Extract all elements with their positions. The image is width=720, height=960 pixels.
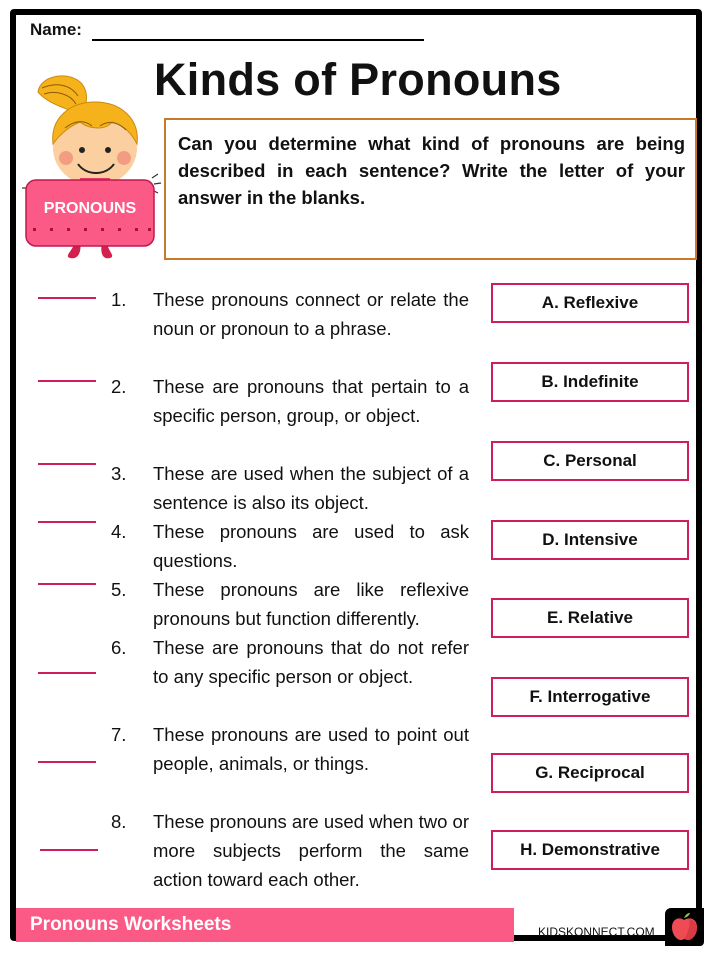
question-number: 1. [111, 289, 127, 310]
page-title: Kinds of Pronouns [154, 54, 562, 105]
answer-option-c: C. Personal [491, 441, 689, 481]
answer-option-g: G. Reciprocal [491, 753, 689, 793]
question-number: 3. [111, 463, 127, 484]
answer-blank-1[interactable] [38, 297, 96, 299]
question-text: These pronouns are like reflexive pronouns but function differently. [153, 579, 469, 629]
answer-option-b: B. Indefinite [491, 362, 689, 402]
site-name: KIDSKONNECT.COM [538, 925, 655, 939]
apple-logo [665, 908, 704, 946]
answer-blank-6[interactable] [38, 672, 96, 674]
question-number: 6. [111, 637, 127, 658]
answer-blank-2[interactable] [38, 380, 96, 382]
question-number: 5. [111, 579, 127, 600]
name-field[interactable] [92, 39, 424, 41]
question-number: 8. [111, 811, 127, 832]
question-text: These are used when the subject of a sentence is also its object. [153, 463, 469, 513]
girl-mascot-icon [20, 70, 170, 265]
question-text: These pronouns are used to point out people, animals, or things. [153, 724, 469, 774]
question-text: These pronouns are used when two or more subjects perform the same action toward each other. [153, 811, 469, 890]
footer-title: Pronouns Worksheets [30, 914, 232, 935]
mascot-illustration [20, 70, 170, 265]
question-number: 4. [111, 521, 127, 542]
answer-blank-7[interactable] [38, 761, 96, 763]
question-number: 7. [111, 724, 127, 745]
answer-option-e: E. Relative [491, 598, 689, 638]
apple-icon [665, 908, 704, 946]
answer-option-d: D. Intensive [491, 520, 689, 560]
question-text: These pronouns connect or relate the noun or pronoun to a phrase. [153, 289, 469, 339]
instructions-box: Can you determine what kind of pronouns are being described in each sentence? Write the letter of your answer in the blanks. [164, 118, 697, 260]
answer-option-a: A. Reflexive [491, 283, 689, 323]
question-number: 2. [111, 376, 127, 397]
answer-option-h: H. Demonstrative [491, 830, 689, 870]
question-text: These are pronouns that pertain to a specific person, group, or object. [153, 376, 469, 426]
question-text: These are pronouns that do not refer to any specific person or object. [153, 637, 469, 687]
answer-blank-8[interactable] [40, 849, 98, 851]
name-label: Name: [30, 20, 82, 39]
question-text: These pronouns are used to ask questions. [153, 521, 469, 571]
answer-blank-5[interactable] [38, 583, 96, 585]
answer-blank-4[interactable] [38, 521, 96, 523]
answer-blank-3[interactable] [38, 463, 96, 465]
mascot-sign-label: PRONOUNS [43, 200, 137, 217]
answer-option-f: F. Interrogative [491, 677, 689, 717]
